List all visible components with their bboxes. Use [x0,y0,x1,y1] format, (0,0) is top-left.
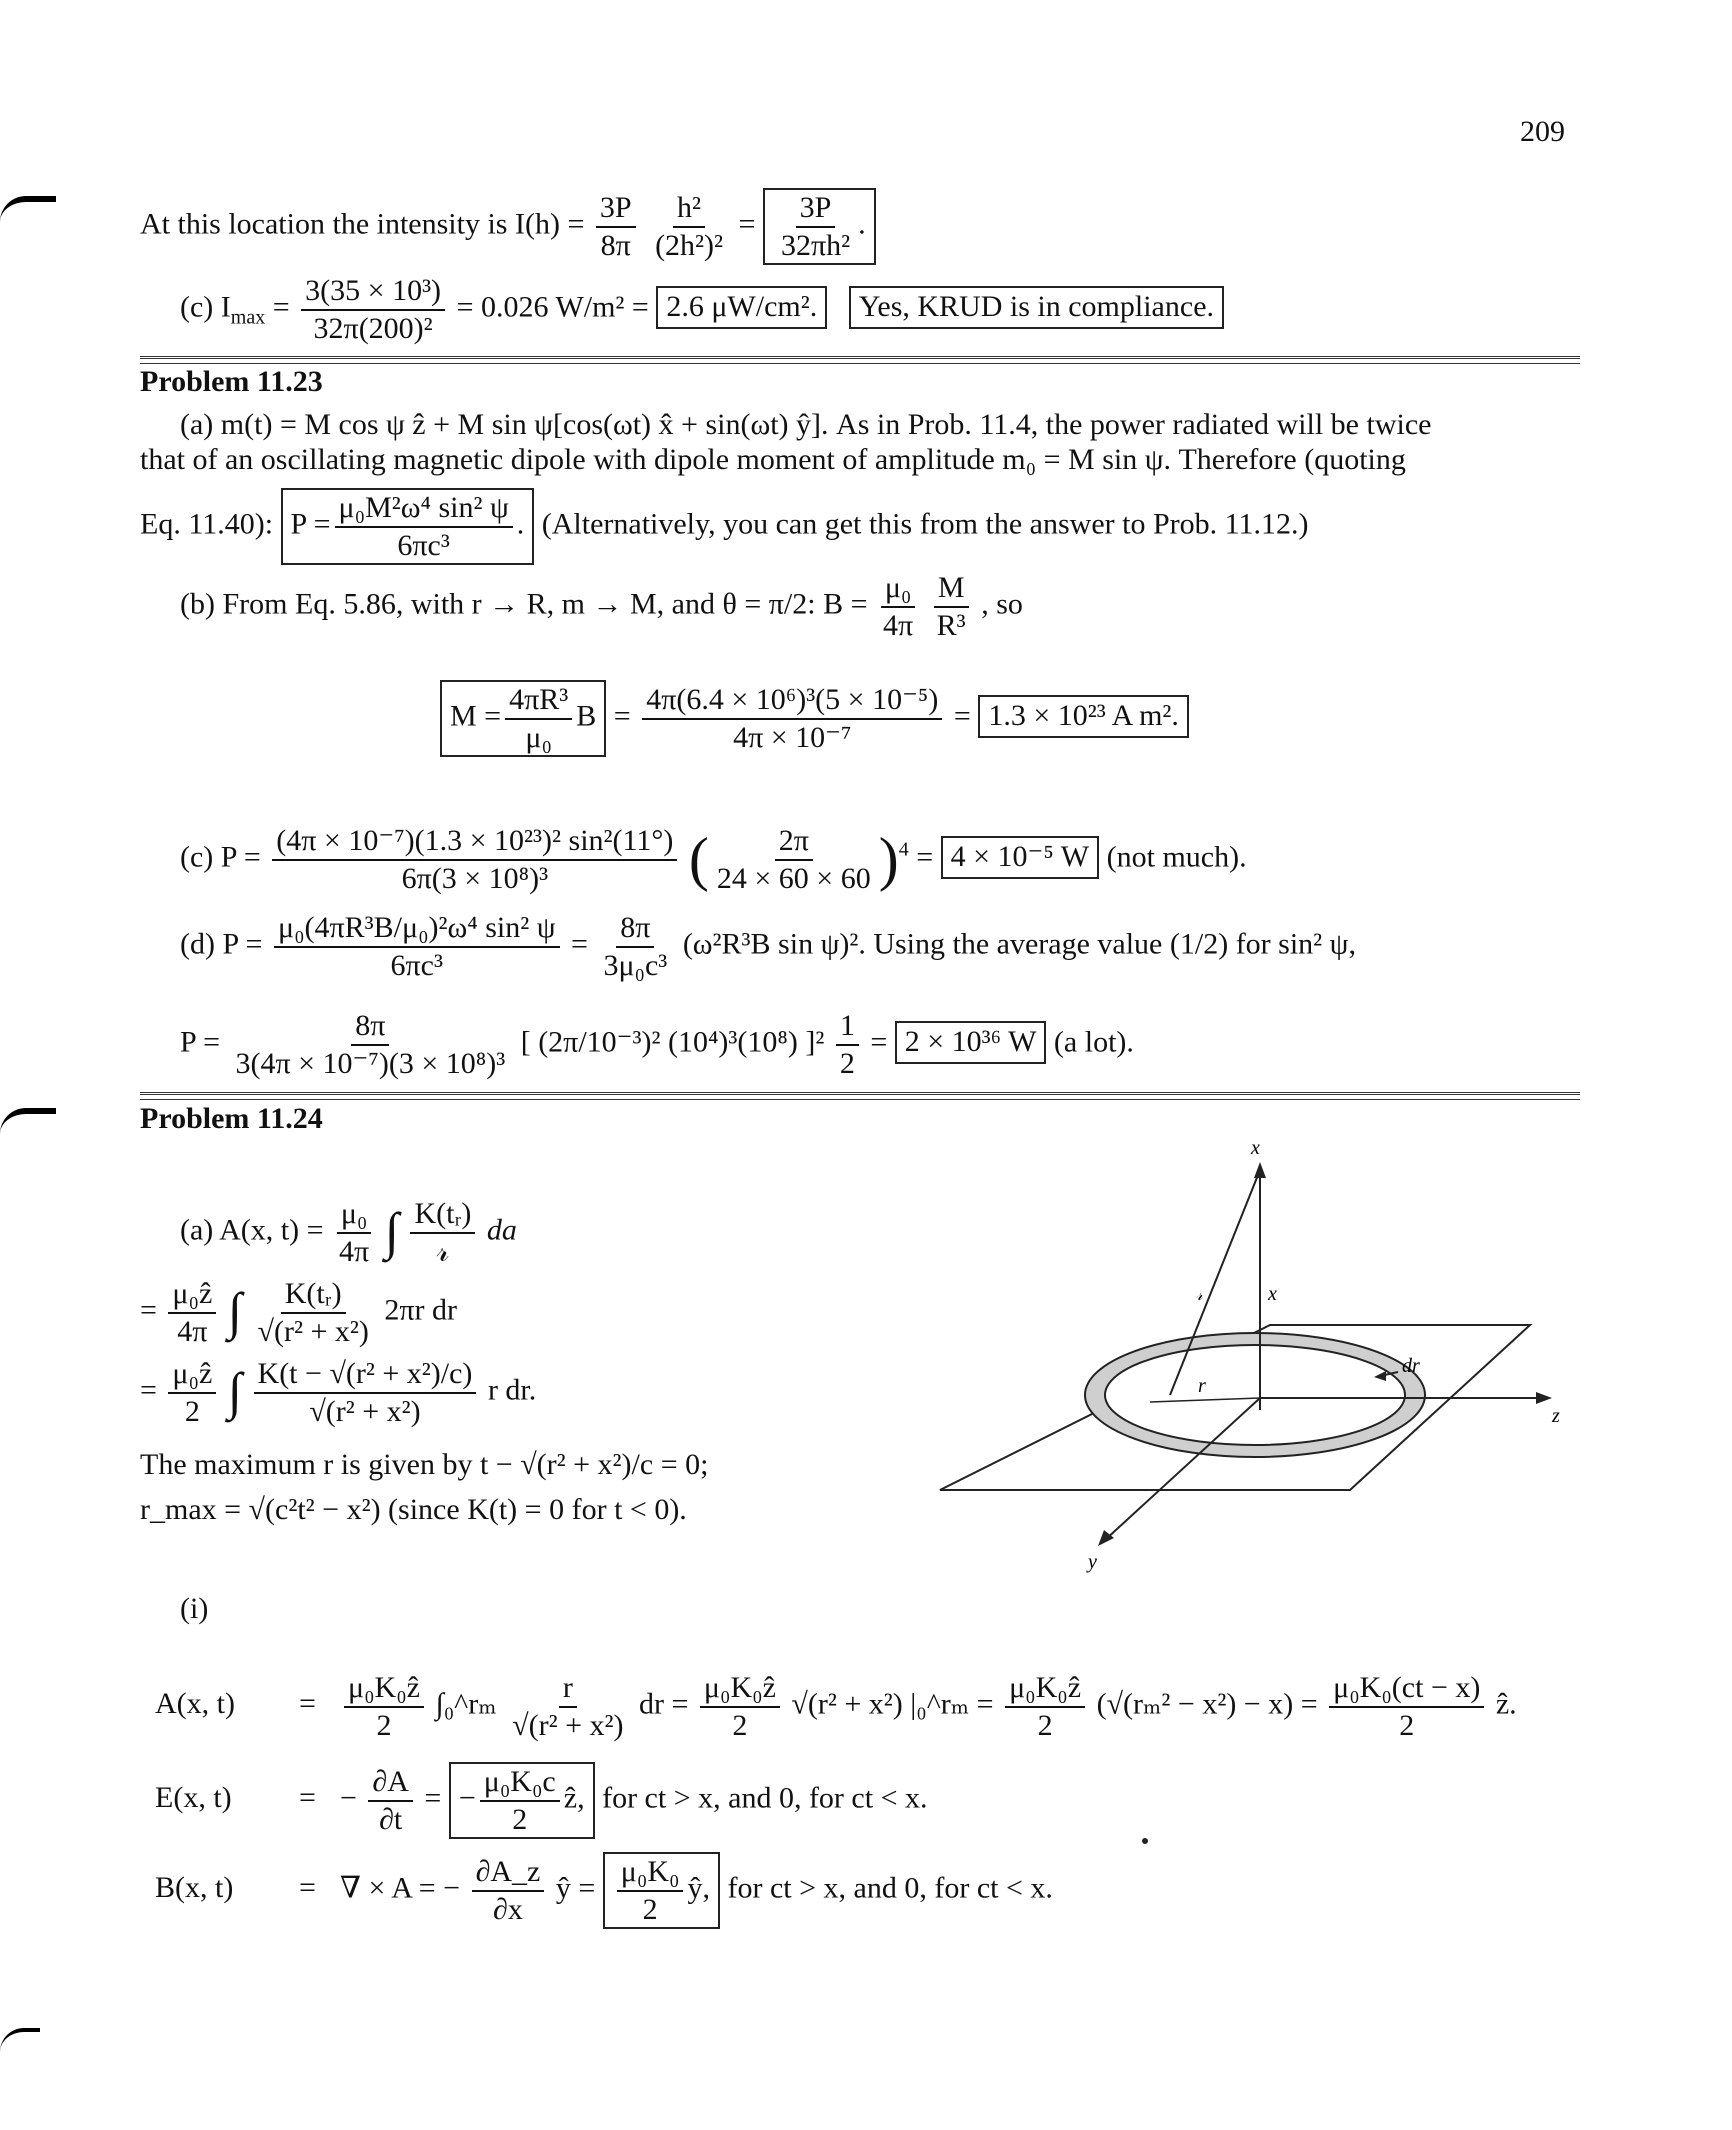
p23-a-line1: (a) m(t) = M cos ψ ẑ + M sin ψ[cos(ωt) x̂ + sin(ωt) ŷ]. As in Prob. 11.4, the power radiated will be twice [180,408,1432,441]
intensity-lead: At this location the intensity is I(h) = [140,207,585,241]
scan-mark-top [0,196,56,222]
p23-a-equation: Eq. 11.40): P = $\frac{\text{μ₀M²ω⁴ sin² ψ}}{\text{6πc³}}$ . (Alternatively, you can get this from the answer to Prob. 11.12.) [140,488,1309,565]
page-number: 209 [1520,115,1565,148]
section-rule-2 [140,1092,1580,1100]
p24-a1-line: (a) A(x, t) = $\frac{\text{μ₀}}{4\pi}$ ∫ $\frac{\text{K(tᵣ)}}{\text{𝓇}}$ da [180,1197,517,1268]
problem-11-23-title: Problem 11.23 [140,365,323,398]
p24-E-answer-box: − $\frac{\text{μ₀K₀c}}{2}$ ẑ, [449,1762,595,1839]
p23-a-line2: that of an oscillating magnetic dipole with dipole moment of amplitude m₀ = M sin ψ. Therefore (quoting [140,443,1406,476]
script-r-label: 𝓇 [1196,1287,1203,1304]
p23-e-answer-box: 2 × 10³⁶ W [895,1021,1047,1064]
axis-z-label: z [1552,1405,1560,1427]
height-x-label: x [1268,1283,1277,1305]
p23-a-answer-box: P = $\frac{\text{μ₀M²ω⁴ sin² ψ}}{\text{6πc³}}$ . [281,488,535,565]
y-axis-arrow [1098,1530,1114,1546]
axis-y-label: y [1088,1551,1097,1573]
ring-inner [1105,1345,1405,1445]
p24-i-label: (i) [180,1592,209,1625]
section-rule-1 [140,356,1580,364]
intensity-line: At this location the intensity is I(h) = $\frac{3P}{8\pi}$ $\frac{\text{h²}}{\text{(2h²)²}}$ = $\frac{3P}{\text{32πh²}}$ . [140,188,876,265]
p24-B-answer-box: $\frac{\text{μ₀K₀}}{2}$ ŷ, [603,1852,720,1929]
p24-a2-line: = $\frac{\text{μ₀ẑ}}{4\pi}$ ∫ $\frac{\text{K(tᵣ)}}{\text{√(r² + x²)}}$ 2πr dr [140,1277,458,1348]
p24-max-line2: r_max = √(c²t² − x²) (since K(t) = 0 for t < 0). [140,1493,687,1526]
imax-frac: $\frac{\text{3(35 × 10³)}}{\text{32π(200)²}}$ [301,275,445,344]
radius-r-label: r [1198,1375,1206,1397]
p24-E-row: E(x, t) = − $\frac{\partial A}{\partial t}$ = − $\frac{\text{μ₀K₀c}}{2}$ ẑ, for ct > x, and 0, for ct < x. [155,1762,928,1839]
p23-e-line: P = $\frac{8\pi}{\text{3(4π × 10⁻⁷)(3 × 10⁸)³}}$ [ (2π/10⁻³)² (10⁴)³(10⁸) ]² $\frac{1}{2}$ = 2 × 10³⁶ W (a lot). [180,1009,1134,1080]
z-axis-arrow [1536,1392,1552,1404]
p23-b-line: (b) From Eq. 5.86, with r → R, m → M, and θ = π/2: B = $\frac{\text{μ₀}}{4\pi}$ $\frac{M}{\text{R³}}$ , so [180,571,1023,642]
imax-answer-box: 2.6 μW/cm². [656,286,827,329]
problem-11-24-title: Problem 11.24 [140,1102,323,1135]
p23-c-line: (c) P = $\frac{\text{(4π × 10⁻⁷)(1.3 × 10²³)² sin²(11°)}}{\text{6π(3 × 10⁸)³}}$ ( $\frac{2\pi}{24 \times 60 \times 60}$ )$^4$ = 4 × 10⁻⁵ W (not much). [180,824,1247,895]
p24-B-row: B(x, t) = ∇ × A = − $\frac{\partial A\_z}{\partial x}$ ŷ = $\frac{\text{μ₀K₀}}{2}$ ŷ, for ct > x, and 0, for ct < x. [155,1852,1053,1929]
compliance-box: Yes, KRUD is in compliance. [849,286,1224,329]
stray-mark [1142,1838,1148,1844]
intensity-frac1: $\frac{3P}{8\pi}$ [596,192,636,261]
p23-c-answer-box: 4 × 10⁻⁵ W [941,836,1100,879]
p24-max-line1: The maximum r is given by t − √(r² + x²)/c = 0; [140,1448,709,1481]
intensity-answer-box: $\frac{3P}{\text{32πh²}}$ . [763,188,876,265]
imax-line: (c) $I_{max}$ = $\frac{\text{3(35 × 10³)}}{\text{32π(200)²}}$ = 0.026 W/m² = 2.6 μW/cm². Yes, KRUD is in compliance. [180,275,1224,344]
dr-label: dr [1402,1355,1420,1377]
p24-A-row: A(x, t) = $\frac{\text{μ₀K₀ẑ}}{2}$ ∫₀^rₘ $\frac{r}{\text{√(r² + x²)}}$ dr = $\frac{\text{μ₀K₀ẑ}}{2}$ √(r² + x²) |₀^rₘ = $\frac{\text{μ₀K₀ẑ}}{2}$ (√(rₘ² − x²) − x) = $\frac{\text{μ₀K₀(ct − x)}}{2}$ ẑ. [155,1671,1517,1742]
p24-a3-line: = $\frac{\text{μ₀ẑ}}{2}$ ∫ $\frac{\text{K(t − √(r² + x²)/c)}}{\text{√(r² + x²)}}$ r dr. [140,1357,537,1428]
p23-b-answer-box: 1.3 × 10²³ A m². [978,695,1189,738]
scan-mark-mid [0,1108,56,1134]
axis-x-label: x [1251,1137,1260,1159]
intensity-frac2: $\frac{\text{h²}}{\text{(2h²)²}}$ [655,191,724,262]
p23-b-formula-box: M = $\frac{\text{4πR³}}{\text{μ₀}}$ B [440,680,606,757]
p23-b-result: M = $\frac{\text{4πR³}}{\text{μ₀}}$ B = $\frac{\text{4π(6.4 × 10⁶)³(5 × 10⁻⁵)}}{\text{4π × 10⁻⁷}}$ = 1.3 × 10²³ A m². [440,680,1189,757]
p23-d-line: (d) P = $\frac{\text{μ₀(4πR³B/μ₀)²ω⁴ sin² ψ}}{\text{6πc³}}$ = $\frac{8\pi}{\text{3μ₀c³}}$ (ω²R³B sin ψ)². Using the average value (1/2) for sin² ψ, [180,911,1356,982]
scan-mark-bottom [0,2028,40,2052]
current-ring-diagram [930,1137,1570,1573]
